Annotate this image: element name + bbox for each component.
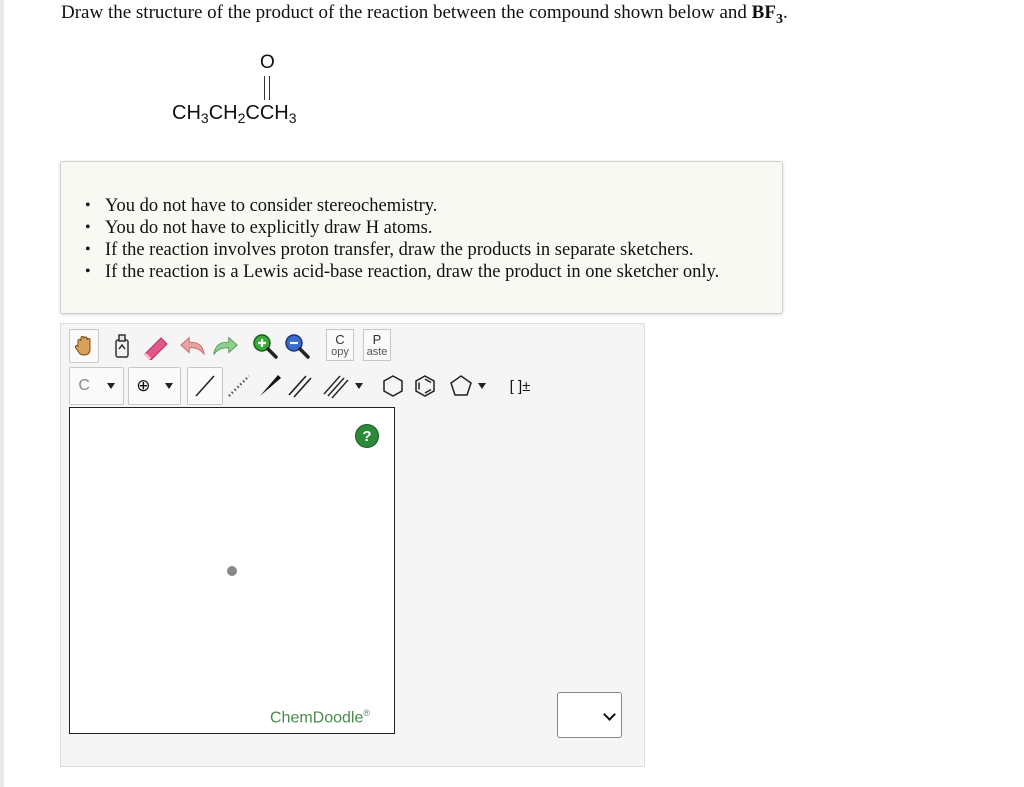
double-bond-icon <box>287 373 313 399</box>
redo-button[interactable] <box>210 329 240 363</box>
help-button[interactable]: ? <box>355 424 379 448</box>
zoom-out-icon <box>284 333 310 359</box>
charge-plus-icon: ⊕ <box>136 376 151 396</box>
dashed-bond-icon <box>226 373 252 399</box>
undo-icon <box>178 333 208 359</box>
eraser-tool-button[interactable] <box>141 329 171 363</box>
single-bond-button[interactable] <box>187 367 223 405</box>
hand-icon <box>72 334 96 358</box>
hexagon-ring-button[interactable] <box>378 369 408 403</box>
paste-button[interactable]: P aste <box>363 329 391 361</box>
lasso-tool-button[interactable] <box>107 329 137 363</box>
lasso-bottle-icon <box>110 332 134 360</box>
molecule-structure <box>170 52 340 132</box>
pentagon-icon <box>448 373 474 399</box>
benzene-icon <box>412 373 438 399</box>
triple-bond-icon <box>323 373 349 399</box>
left-edge-bar <box>0 0 4 787</box>
double-bond-button[interactable] <box>285 369 315 403</box>
benzene-ring-button[interactable] <box>410 369 440 403</box>
bracket-icon: [ ]± <box>509 377 531 395</box>
hexagon-icon <box>380 373 406 399</box>
hand-tool-button[interactable] <box>69 329 99 363</box>
chevron-down-icon <box>165 383 173 389</box>
zoom-in-icon <box>252 333 278 359</box>
bracket-charge-button[interactable] <box>502 369 538 403</box>
chevron-down-icon <box>107 383 115 389</box>
charge-picker-button[interactable] <box>128 367 181 405</box>
chevron-down-icon <box>478 383 486 389</box>
triple-bond-button[interactable] <box>318 369 368 403</box>
redo-icon <box>210 333 240 359</box>
wedge-bond-icon <box>257 373 283 399</box>
instruction-item: • You do not have to consider stereochemistry. <box>105 195 719 217</box>
instructions-box <box>60 161 783 314</box>
instruction-item: • If the reaction is a Lewis acid-base reaction, draw the product in one sketcher only. <box>105 261 719 283</box>
pentagon-ring-button[interactable] <box>442 369 492 403</box>
eraser-icon <box>141 332 171 360</box>
question-prompt: Draw the structure of the product of the reaction between the compound shown below and $BF_3$. <box>61 2 788 27</box>
sketcher-canvas[interactable] <box>69 407 395 734</box>
chevron-down-icon <box>603 708 616 721</box>
chevron-down-icon <box>355 383 363 389</box>
wedge-bond-button[interactable] <box>255 369 285 403</box>
zoom-out-button[interactable] <box>282 329 312 363</box>
condensed-formula: $CH_3CH_2CCH_3$ <box>172 102 297 126</box>
instructions-list <box>105 195 719 283</box>
copy-button[interactable]: C opy <box>326 329 354 361</box>
element-picker-button[interactable] <box>69 367 124 405</box>
canvas-dot <box>227 566 237 576</box>
instruction-item: • If the reaction involves proton transfer, draw the products in separate sketchers. <box>105 239 719 261</box>
carbonyl-oxygen: O <box>260 52 275 73</box>
reagent: $BF_3$ <box>751 2 783 27</box>
dashed-bond-button[interactable] <box>224 369 254 403</box>
single-bond-icon <box>193 373 217 399</box>
element-label: C <box>78 377 90 394</box>
instruction-item: • You do not have to explicitly draw H atoms. <box>105 217 719 239</box>
undo-button[interactable] <box>178 329 208 363</box>
chemdoodle-brand: ChemDoodle® <box>270 708 371 727</box>
double-bond <box>264 76 270 100</box>
question-text: Draw the structure of the product of the reaction between the compound shown below and <box>61 2 752 23</box>
zoom-in-button[interactable] <box>250 329 280 363</box>
answer-dropdown[interactable] <box>557 692 622 738</box>
